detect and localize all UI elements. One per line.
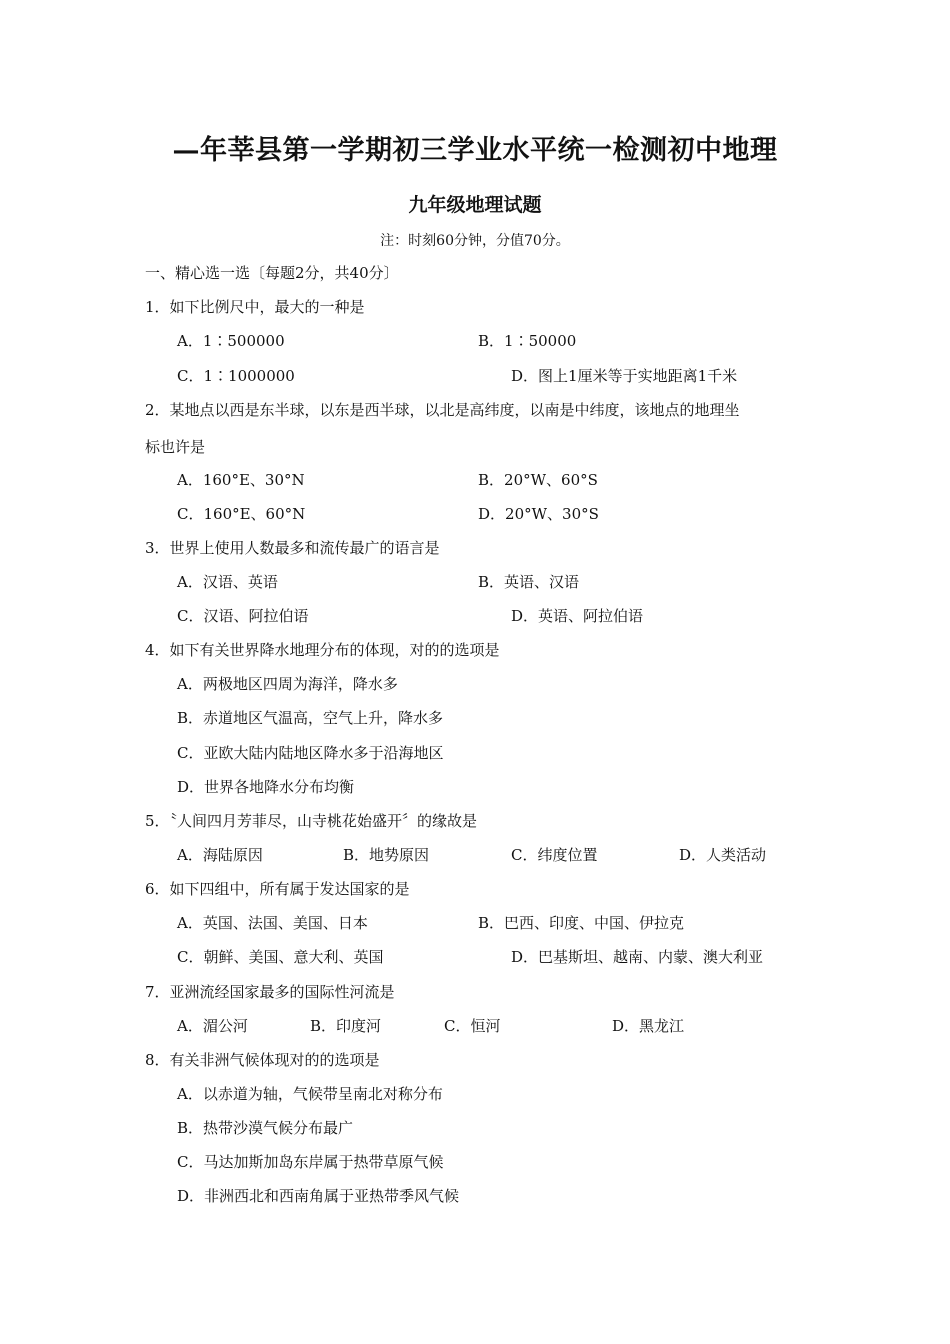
question-1-option-b: B．1∶50000 [478, 332, 577, 350]
question-5-option-b: B．地势原因 [343, 846, 430, 864]
question-4-option-a: A．两极地区四周为海洋，降水多 [177, 675, 398, 693]
question-6-option-d: D．巴基斯坦、越南、内蒙、澳大利亚 [511, 948, 764, 966]
question-4-option-b: B．赤道地区气温高，空气上升，降水多 [177, 709, 444, 727]
question-7-stem: 7．亚洲流经国家最多的国际性河流是 [145, 983, 395, 1001]
question-6-option-b: B．巴西、印度、中国、伊拉克 [478, 914, 685, 932]
question-1-option-c: C．1∶1000000 [177, 367, 295, 385]
question-4-option-d: D．世界各地降水分布均衡 [177, 778, 355, 796]
question-8-option-a: A．以赤道为轴，气候带呈南北对称分布 [177, 1085, 443, 1103]
question-6-option-c: C．朝鲜、美国、意大利、英国 [177, 948, 384, 966]
question-3-stem: 3．世界上使用人数最多和流传最广的语言是 [145, 539, 440, 557]
question-5-option-c: C．纬度位置 [511, 846, 598, 864]
question-3-option-b: B．英语、汉语 [478, 573, 580, 591]
question-7-option-c: C．恒河 [444, 1017, 501, 1035]
question-6-option-a: A．英国、法国、美国、日本 [177, 914, 368, 932]
question-4-option-c: C．亚欧大陆内陆地区降水多于沿海地区 [177, 744, 444, 762]
question-5-option-a: A．海陆原因 [177, 846, 263, 864]
question-3-option-c: C．汉语、阿拉伯语 [177, 607, 309, 625]
question-4-stem: 4．如下有关世界降水地理分布的体现，对的的选项是 [145, 641, 500, 659]
question-2-option-d: D．20°W、30°S [478, 505, 599, 523]
question-8-option-c: C．马达加斯加岛东岸属于热带草原气候 [177, 1153, 444, 1171]
question-2-stem-cont: 标也许是 [145, 438, 206, 456]
exam-title: —年莘县第一学期初三学业水平统一检测初中地理 [172, 135, 778, 166]
exam-subtitle: 九年级地理试题 [408, 194, 542, 216]
question-3-option-d: D．英语、阿拉伯语 [511, 607, 644, 625]
question-8-stem: 8．有关非洲气候体现对的的选项是 [145, 1051, 380, 1069]
question-5-option-d: D．人类活动 [679, 846, 767, 864]
question-8-option-d: D．非洲西北和西南角属于亚热带季风气候 [177, 1187, 460, 1205]
question-2-option-a: A．160°E、30°N [177, 471, 305, 489]
question-5-stem: 5．〝人间四月芳菲尽，山寺桃花始盛开〞的缘故是 [145, 812, 478, 830]
section-heading: 一、精心选一选〔每题2分，共40分〕 [145, 264, 399, 282]
question-2-option-c: C．160°E、60°N [177, 505, 306, 523]
question-1-stem: 1．如下比例尺中，最大的一种是 [145, 298, 365, 316]
question-1-option-d: D．图上1厘米等于实地距离1千米 [511, 367, 738, 385]
question-2-option-b: B．20°W、60°S [478, 471, 598, 489]
exam-note: 注：时刻60分钟，分值70分。 [380, 233, 570, 249]
question-8-option-b: B．热带沙漠气候分布最广 [177, 1119, 354, 1137]
question-1-option-a: A．1∶500000 [177, 332, 285, 350]
question-7-option-b: B．印度河 [310, 1017, 382, 1035]
question-7-option-a: A．湄公河 [177, 1017, 248, 1035]
question-6-stem: 6．如下四组中，所有属于发达国家的是 [145, 880, 410, 898]
question-2-stem: 2．某地点以西是东半球，以东是西半球，以北是高纬度，以南是中纬度，该地点的地理坐 [145, 401, 740, 419]
question-3-option-a: A．汉语、英语 [177, 573, 278, 591]
question-7-option-d: D．黑龙江 [612, 1017, 685, 1035]
